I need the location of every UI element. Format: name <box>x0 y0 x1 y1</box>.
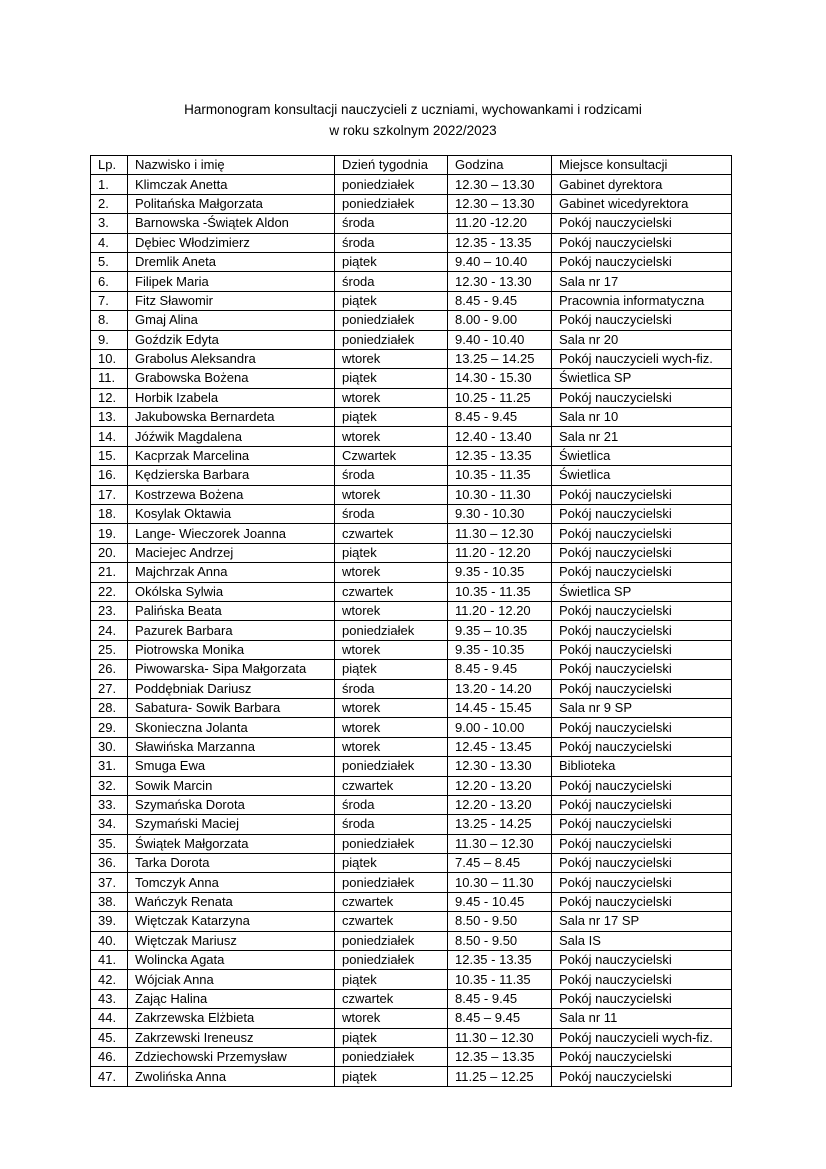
cell-time: 12.20 - 13.20 <box>448 776 552 795</box>
cell-place: Pokój nauczycielski <box>552 834 732 853</box>
cell-place: Pokój nauczycielski <box>552 311 732 330</box>
cell-name: Fitz Sławomir <box>128 291 335 310</box>
cell-place: Pokój nauczycielski <box>552 1067 732 1086</box>
cell-day: piątek <box>335 252 448 271</box>
cell-time: 11.30 – 12.30 <box>448 1028 552 1047</box>
cell-day: wtorek <box>335 427 448 446</box>
cell-place: Pokój nauczycielski <box>552 795 732 814</box>
cell-place: Pokój nauczycielski <box>552 621 732 640</box>
cell-name: Poddębniak Dariusz <box>128 679 335 698</box>
cell-day: poniedziałek <box>335 621 448 640</box>
cell-time: 12.35 – 13.35 <box>448 1047 552 1066</box>
cell-time: 10.35 - 11.35 <box>448 582 552 601</box>
header-lp: Lp. <box>91 156 128 175</box>
cell-lp: 28. <box>91 698 128 717</box>
cell-name: Kacprzak Marcelina <box>128 446 335 465</box>
cell-time: 9.35 - 10.35 <box>448 640 552 659</box>
cell-time: 11.30 – 12.30 <box>448 834 552 853</box>
cell-time: 10.35 - 11.35 <box>448 970 552 989</box>
table-row <box>91 1028 732 1047</box>
cell-lp: 21. <box>91 563 128 582</box>
cell-place: Pokój nauczycielski <box>552 233 732 252</box>
table-row <box>91 718 732 737</box>
cell-place: Pokój nauczycielski <box>552 892 732 911</box>
cell-lp: 32. <box>91 776 128 795</box>
cell-place: Sala nr 21 <box>552 427 732 446</box>
table-header-row <box>91 156 732 175</box>
table-row <box>91 679 732 698</box>
table-row <box>91 931 732 950</box>
cell-name: Zwolińska Anna <box>128 1067 335 1086</box>
cell-time: 9.40 - 10.40 <box>448 330 552 349</box>
cell-place: Świetlica <box>552 466 732 485</box>
table-row <box>91 815 732 834</box>
cell-place: Pokój nauczycielski <box>552 214 732 233</box>
table-row <box>91 795 732 814</box>
cell-place: Pokój nauczycielski <box>552 873 732 892</box>
cell-name: Lange- Wieczorek Joanna <box>128 524 335 543</box>
cell-time: 12.45 - 13.45 <box>448 737 552 756</box>
table-row <box>91 951 732 970</box>
cell-lp: 4. <box>91 233 128 252</box>
cell-time: 9.35 – 10.35 <box>448 621 552 640</box>
cell-day: piątek <box>335 291 448 310</box>
cell-name: Okólska Sylwia <box>128 582 335 601</box>
cell-day: piątek <box>335 854 448 873</box>
cell-day: czwartek <box>335 776 448 795</box>
cell-time: 11.20 -12.20 <box>448 214 552 233</box>
cell-name: Szymański Maciej <box>128 815 335 834</box>
cell-time: 10.30 - 11.30 <box>448 485 552 504</box>
table-row <box>91 524 732 543</box>
cell-name: Zając Halina <box>128 989 335 1008</box>
cell-name: Szymańska Dorota <box>128 795 335 814</box>
cell-place: Pokój nauczycielski <box>552 660 732 679</box>
table-row <box>91 1009 732 1028</box>
cell-lp: 7. <box>91 291 128 310</box>
table-row <box>91 834 732 853</box>
cell-place: Pokój nauczycielski <box>552 505 732 524</box>
cell-name: Więtczak Katarzyna <box>128 912 335 931</box>
table-row <box>91 349 732 368</box>
cell-lp: 33. <box>91 795 128 814</box>
cell-place: Świetlica SP <box>552 369 732 388</box>
table-row <box>91 388 732 407</box>
cell-name: Filipek Maria <box>128 272 335 291</box>
cell-place: Pokój nauczycielski <box>552 718 732 737</box>
cell-name: Zakrzewska Elżbieta <box>128 1009 335 1028</box>
cell-day: piątek <box>335 369 448 388</box>
cell-lp: 29. <box>91 718 128 737</box>
cell-time: 9.30 - 10.30 <box>448 505 552 524</box>
cell-time: 11.30 – 12.30 <box>448 524 552 543</box>
cell-name: Majchrzak Anna <box>128 563 335 582</box>
document-title: Harmonogram konsultacji nauczycieli z uczniami, wychowankami i rodzicami <box>184 102 642 117</box>
cell-name: Jakubowska Bernardeta <box>128 408 335 427</box>
table-row <box>91 369 732 388</box>
cell-time: 9.35 - 10.35 <box>448 563 552 582</box>
cell-day: środa <box>335 214 448 233</box>
cell-place: Pokój nauczycielski <box>552 388 732 407</box>
cell-day: wtorek <box>335 737 448 756</box>
cell-time: 12.20 - 13.20 <box>448 795 552 814</box>
cell-name: Horbik Izabela <box>128 388 335 407</box>
table-row <box>91 175 732 194</box>
cell-lp: 14. <box>91 427 128 446</box>
cell-day: czwartek <box>335 912 448 931</box>
cell-time: 11.20 - 12.20 <box>448 543 552 562</box>
cell-lp: 36. <box>91 854 128 873</box>
cell-lp: 38. <box>91 892 128 911</box>
cell-name: Świątek Małgorzata <box>128 834 335 853</box>
cell-lp: 45. <box>91 1028 128 1047</box>
cell-place: Pokój nauczycielski <box>552 1047 732 1066</box>
cell-time: 8.45 – 9.45 <box>448 1009 552 1028</box>
cell-lp: 15. <box>91 446 128 465</box>
table-row <box>91 854 732 873</box>
cell-place: Pokój nauczycielski <box>552 543 732 562</box>
table-row <box>91 330 732 349</box>
cell-name: Gmaj Alina <box>128 311 335 330</box>
table-row <box>91 446 732 465</box>
cell-day: poniedziałek <box>335 1047 448 1066</box>
cell-lp: 39. <box>91 912 128 931</box>
cell-lp: 13. <box>91 408 128 427</box>
cell-time: 8.45 - 9.45 <box>448 660 552 679</box>
cell-place: Gabinet wicedyrektora <box>552 194 732 213</box>
table-row <box>91 214 732 233</box>
cell-lp: 5. <box>91 252 128 271</box>
cell-place: Pokój nauczycieli wych-fiz. <box>552 349 732 368</box>
cell-time: 7.45 – 8.45 <box>448 854 552 873</box>
cell-day: wtorek <box>335 485 448 504</box>
cell-name: Grabowska Bożena <box>128 369 335 388</box>
cell-day: poniedziałek <box>335 311 448 330</box>
cell-day: wtorek <box>335 601 448 620</box>
table-row <box>91 873 732 892</box>
cell-name: Sowik Marcin <box>128 776 335 795</box>
cell-place: Pokój nauczycielski <box>552 951 732 970</box>
cell-day: wtorek <box>335 718 448 737</box>
cell-day: poniedziałek <box>335 873 448 892</box>
cell-name: Goździk Edyta <box>128 330 335 349</box>
cell-lp: 26. <box>91 660 128 679</box>
cell-time: 11.25 – 12.25 <box>448 1067 552 1086</box>
cell-name: Piotrowska Monika <box>128 640 335 659</box>
cell-lp: 46. <box>91 1047 128 1066</box>
cell-day: poniedziałek <box>335 951 448 970</box>
cell-time: 13.20 - 14.20 <box>448 679 552 698</box>
table-row <box>91 563 732 582</box>
cell-lp: 27. <box>91 679 128 698</box>
cell-name: Tomczyk Anna <box>128 873 335 892</box>
cell-day: poniedziałek <box>335 175 448 194</box>
cell-lp: 35. <box>91 834 128 853</box>
cell-lp: 9. <box>91 330 128 349</box>
cell-lp: 3. <box>91 214 128 233</box>
cell-place: Pokój nauczycielski <box>552 524 732 543</box>
cell-lp: 20. <box>91 543 128 562</box>
cell-time: 8.00 - 9.00 <box>448 311 552 330</box>
cell-day: środa <box>335 272 448 291</box>
cell-time: 8.45 - 9.45 <box>448 989 552 1008</box>
cell-lp: 24. <box>91 621 128 640</box>
cell-time: 12.30 - 13.30 <box>448 757 552 776</box>
cell-day: środa <box>335 505 448 524</box>
cell-day: piątek <box>335 1067 448 1086</box>
cell-day: środa <box>335 795 448 814</box>
cell-time: 12.30 – 13.30 <box>448 175 552 194</box>
table-body <box>91 175 732 1086</box>
cell-day: czwartek <box>335 524 448 543</box>
header-day: Dzień tygodnia <box>335 156 448 175</box>
cell-day: piątek <box>335 408 448 427</box>
cell-time: 14.30 - 15.30 <box>448 369 552 388</box>
cell-time: 10.35 - 11.35 <box>448 466 552 485</box>
cell-place: Gabinet dyrektora <box>552 175 732 194</box>
cell-day: Czwartek <box>335 446 448 465</box>
cell-time: 11.20 - 12.20 <box>448 601 552 620</box>
cell-place: Pokój nauczycielski <box>552 601 732 620</box>
cell-time: 9.45 - 10.45 <box>448 892 552 911</box>
cell-name: Kędzierska Barbara <box>128 466 335 485</box>
cell-lp: 2. <box>91 194 128 213</box>
table-row <box>91 698 732 717</box>
cell-name: Jóźwik Magdalena <box>128 427 335 446</box>
cell-lp: 8. <box>91 311 128 330</box>
cell-name: Sabatura- Sowik Barbara <box>128 698 335 717</box>
cell-time: 10.30 – 11.30 <box>448 873 552 892</box>
table-row <box>91 601 732 620</box>
table-row <box>91 892 732 911</box>
cell-place: Sala nr 9 SP <box>552 698 732 717</box>
cell-lp: 34. <box>91 815 128 834</box>
cell-day: poniedziałek <box>335 931 448 950</box>
cell-time: 13.25 - 14.25 <box>448 815 552 834</box>
cell-place: Pokój nauczycielski <box>552 776 732 795</box>
cell-day: poniedziałek <box>335 194 448 213</box>
cell-time: 8.45 - 9.45 <box>448 291 552 310</box>
cell-name: Wolincka Agata <box>128 951 335 970</box>
cell-day: środa <box>335 466 448 485</box>
table-row <box>91 737 732 756</box>
cell-lp: 43. <box>91 989 128 1008</box>
cell-name: Zakrzewski Ireneusz <box>128 1028 335 1047</box>
cell-place: Świetlica SP <box>552 582 732 601</box>
table-row <box>91 989 732 1008</box>
table-row <box>91 970 732 989</box>
cell-day: piątek <box>335 543 448 562</box>
cell-place: Sala nr 10 <box>552 408 732 427</box>
cell-lp: 41. <box>91 951 128 970</box>
cell-name: Klimczak Anetta <box>128 175 335 194</box>
table-row <box>91 252 732 271</box>
cell-name: Kostrzewa Bożena <box>128 485 335 504</box>
cell-time: 12.30 - 13.30 <box>448 272 552 291</box>
cell-day: wtorek <box>335 563 448 582</box>
cell-place: Świetlica <box>552 446 732 465</box>
cell-name: Zdziechowski Przemysław <box>128 1047 335 1066</box>
cell-time: 14.45 - 15.45 <box>448 698 552 717</box>
cell-time: 9.00 - 10.00 <box>448 718 552 737</box>
cell-name: Tarka Dorota <box>128 854 335 873</box>
cell-name: Wójciak Anna <box>128 970 335 989</box>
table-row <box>91 1067 732 1086</box>
schedule-table <box>90 155 732 1087</box>
table-row <box>91 757 732 776</box>
cell-place: Sala nr 17 SP <box>552 912 732 931</box>
cell-place: Pokój nauczycielski <box>552 815 732 834</box>
table-row <box>91 408 732 427</box>
cell-day: poniedziałek <box>335 757 448 776</box>
cell-place: Sala nr 17 <box>552 272 732 291</box>
cell-lp: 22. <box>91 582 128 601</box>
table-row <box>91 912 732 931</box>
table-row <box>91 505 732 524</box>
table-row <box>91 194 732 213</box>
table-row <box>91 272 732 291</box>
header-place: Miejsce konsultacji <box>552 156 732 175</box>
table-row <box>91 291 732 310</box>
cell-lp: 1. <box>91 175 128 194</box>
cell-place: Sala IS <box>552 931 732 950</box>
cell-name: Skonieczna Jolanta <box>128 718 335 737</box>
cell-lp: 11. <box>91 369 128 388</box>
cell-time: 8.50 - 9.50 <box>448 931 552 950</box>
cell-name: Kosylak Oktawia <box>128 505 335 524</box>
cell-day: piątek <box>335 970 448 989</box>
cell-lp: 18. <box>91 505 128 524</box>
header-name: Nazwisko i imię <box>128 156 335 175</box>
cell-place: Pokój nauczycielski <box>552 640 732 659</box>
cell-name: Piwowarska- Sipa Małgorzata <box>128 660 335 679</box>
cell-lp: 10. <box>91 349 128 368</box>
cell-lp: 40. <box>91 931 128 950</box>
cell-lp: 47. <box>91 1067 128 1086</box>
cell-day: piątek <box>335 660 448 679</box>
cell-name: Maciejec Andrzej <box>128 543 335 562</box>
table-row <box>91 543 732 562</box>
cell-day: poniedziałek <box>335 330 448 349</box>
table-row <box>91 582 732 601</box>
cell-name: Palińska Beata <box>128 601 335 620</box>
cell-time: 9.40 – 10.40 <box>448 252 552 271</box>
table-row <box>91 660 732 679</box>
cell-day: czwartek <box>335 989 448 1008</box>
cell-day: wtorek <box>335 349 448 368</box>
table-row <box>91 621 732 640</box>
cell-lp: 23. <box>91 601 128 620</box>
table-row <box>91 233 732 252</box>
cell-day: wtorek <box>335 1009 448 1028</box>
cell-day: poniedziałek <box>335 834 448 853</box>
cell-place: Sala nr 20 <box>552 330 732 349</box>
cell-place: Biblioteka <box>552 757 732 776</box>
table-row <box>91 776 732 795</box>
table-row <box>91 1047 732 1066</box>
cell-time: 12.35 - 13.35 <box>448 446 552 465</box>
cell-lp: 6. <box>91 272 128 291</box>
cell-day: piątek <box>335 1028 448 1047</box>
cell-name: Politańska Małgorzata <box>128 194 335 213</box>
table-row <box>91 427 732 446</box>
table-row <box>91 311 732 330</box>
cell-time: 12.35 - 13.35 <box>448 951 552 970</box>
cell-place: Pokój nauczycielski <box>552 252 732 271</box>
cell-time: 12.40 - 13.40 <box>448 427 552 446</box>
cell-name: Więtczak Mariusz <box>128 931 335 950</box>
cell-time: 12.35 - 13.35 <box>448 233 552 252</box>
cell-lp: 37. <box>91 873 128 892</box>
cell-name: Dremlik Aneta <box>128 252 335 271</box>
cell-place: Pokój nauczycielski <box>552 679 732 698</box>
cell-time: 10.25 - 11.25 <box>448 388 552 407</box>
cell-name: Wańczyk Renata <box>128 892 335 911</box>
cell-name: Barnowska -Świątek Aldon <box>128 214 335 233</box>
cell-name: Smuga Ewa <box>128 757 335 776</box>
table-row <box>91 466 732 485</box>
cell-place: Pokój nauczycielski <box>552 485 732 504</box>
cell-day: środa <box>335 233 448 252</box>
cell-time: 8.50 - 9.50 <box>448 912 552 931</box>
cell-lp: 19. <box>91 524 128 543</box>
cell-name: Sławińska Marzanna <box>128 737 335 756</box>
cell-place: Pokój nauczycielski <box>552 737 732 756</box>
cell-day: środa <box>335 679 448 698</box>
cell-place: Pokój nauczycieli wych-fiz. <box>552 1028 732 1047</box>
cell-lp: 42. <box>91 970 128 989</box>
cell-lp: 25. <box>91 640 128 659</box>
table-row <box>91 485 732 504</box>
cell-lp: 12. <box>91 388 128 407</box>
cell-place: Pracownia informatyczna <box>552 291 732 310</box>
table-row <box>91 640 732 659</box>
cell-name: Dębiec Włodzimierz <box>128 233 335 252</box>
cell-place: Pokój nauczycielski <box>552 854 732 873</box>
cell-lp: 31. <box>91 757 128 776</box>
cell-place: Pokój nauczycielski <box>552 989 732 1008</box>
cell-lp: 44. <box>91 1009 128 1028</box>
cell-time: 8.45 - 9.45 <box>448 408 552 427</box>
cell-place: Sala nr 11 <box>552 1009 732 1028</box>
cell-day: wtorek <box>335 698 448 717</box>
cell-day: czwartek <box>335 582 448 601</box>
cell-time: 12.30 – 13.30 <box>448 194 552 213</box>
cell-day: wtorek <box>335 388 448 407</box>
cell-time: 13.25 – 14.25 <box>448 349 552 368</box>
cell-day: czwartek <box>335 892 448 911</box>
document-subtitle: w roku szkolnym 2022/2023 <box>329 123 497 138</box>
cell-lp: 17. <box>91 485 128 504</box>
cell-place: Pokój nauczycielski <box>552 970 732 989</box>
cell-name: Grabolus Aleksandra <box>128 349 335 368</box>
cell-day: wtorek <box>335 640 448 659</box>
cell-day: środa <box>335 815 448 834</box>
cell-name: Pazurek Barbara <box>128 621 335 640</box>
header-time: Godzina <box>448 156 552 175</box>
cell-lp: 16. <box>91 466 128 485</box>
cell-lp: 30. <box>91 737 128 756</box>
cell-place: Pokój nauczycielski <box>552 563 732 582</box>
